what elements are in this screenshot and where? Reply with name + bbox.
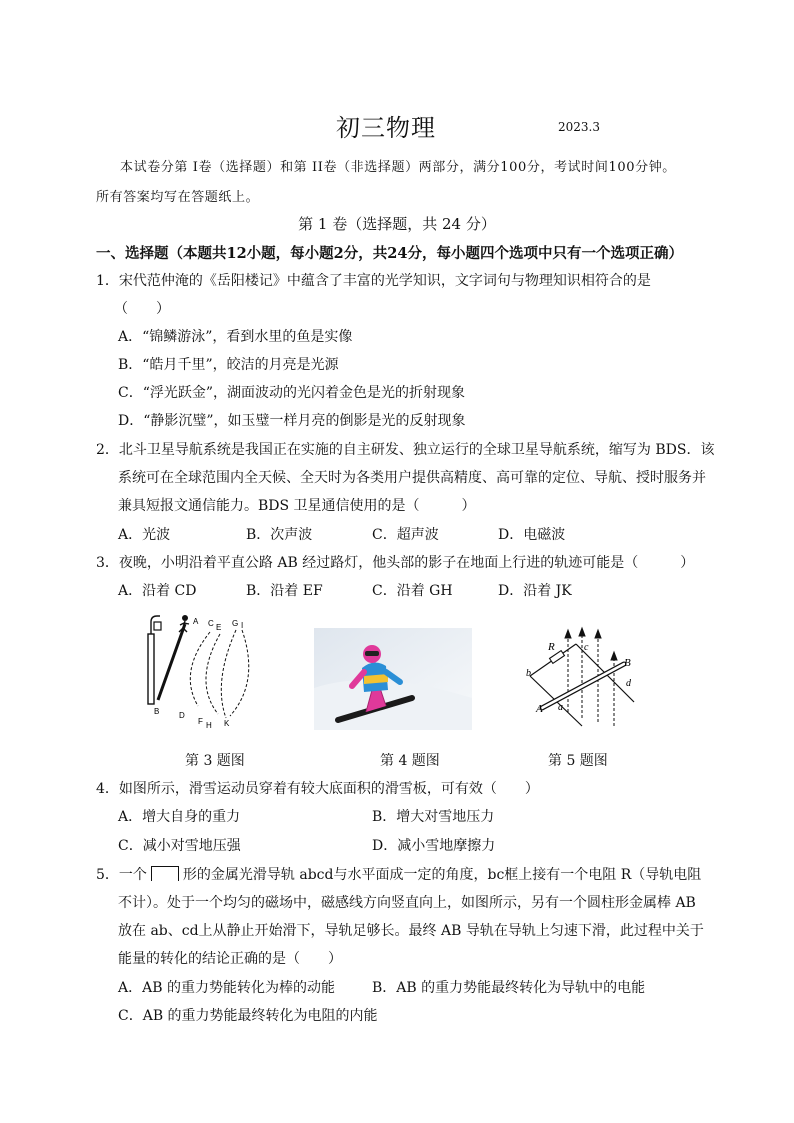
fig5-label: A bbox=[536, 703, 543, 715]
trajectory-jk bbox=[230, 630, 249, 716]
q2-line-3: 兼具短报文通信能力。BDS 卫星通信使用的是（ ） bbox=[118, 498, 476, 514]
trajectory-ef bbox=[206, 634, 220, 714]
q1-stem: 1．宋代范仲淹的《岳阳楼记》中蕴含了丰富的光学知识，文字词句与物理知识相符合的是 bbox=[96, 273, 651, 289]
figure-5-caption: 第 5 题图 bbox=[548, 753, 608, 769]
figure-3-diagram bbox=[138, 612, 268, 734]
q2-option-a: A．光波 bbox=[118, 527, 171, 543]
fig3-label: G bbox=[232, 619, 239, 628]
q3-option-a: A．沿着 CD bbox=[118, 583, 197, 599]
lamp-arm bbox=[151, 616, 160, 634]
fig3-label: A bbox=[193, 617, 199, 626]
q5-option-c: C．AB 的重力势能最终转化为电阻的内能 bbox=[118, 1008, 378, 1024]
q5-line-3: 放在 ab、cd上从静止开始滑下，导轨足够长。最终 AB 导轨在导轨上匀速下滑，此过程中关于 bbox=[118, 923, 704, 939]
q4-option-a: A．增大自身的重力 bbox=[118, 809, 241, 825]
fig3-label: H bbox=[206, 721, 212, 730]
q1-option-b: B．“皓月千里”，皎洁的月亮是光源 bbox=[118, 357, 339, 373]
fig3-label: E bbox=[216, 623, 222, 632]
q1-answer-paren: （ ） bbox=[114, 301, 170, 317]
person-head bbox=[182, 615, 188, 621]
road-ab bbox=[158, 624, 185, 700]
fig5-label: B bbox=[624, 657, 631, 669]
rod-ab-highlight bbox=[542, 664, 624, 708]
q5-line-4: 能量的转化的结论正确的是（ ） bbox=[118, 951, 342, 967]
lamp-head bbox=[154, 622, 161, 630]
intro-line-1: 本试卷分第 I卷（选择题）和第 II卷（非选择题）两部分，满分100分，考试时间100分钟。 bbox=[120, 160, 676, 175]
figure-5-diagram bbox=[514, 622, 652, 732]
q5-line-1-post: 形的金属光滑导轨 abcd与水平面成一定的角度，bc框上接有一个电阻 R（导轨电阻 bbox=[182, 867, 702, 883]
figure-3-caption: 第 3 题图 bbox=[185, 753, 245, 769]
q3-stem: 3．夜晚，小明沿着平直公路 AB 经过路灯，他头部的影子在地面上行进的轨迹可能是（ ） bbox=[96, 555, 695, 571]
lamp-post bbox=[148, 634, 154, 704]
rail-shape-symbol bbox=[151, 866, 179, 881]
q3-option-c: C．沿着 GH bbox=[372, 583, 453, 599]
fig5-label: c bbox=[584, 642, 589, 653]
q3-option-d: D．沿着 JK bbox=[498, 583, 572, 599]
rider-goggles bbox=[365, 651, 379, 656]
volume-title: 第 1 卷（选择题，共 24 分） bbox=[298, 215, 496, 233]
figure-4-snowboarder-photo bbox=[314, 628, 472, 730]
q2-option-d: D．电磁波 bbox=[498, 527, 566, 543]
q3-option-b: B．沿着 EF bbox=[246, 583, 323, 599]
q2-line-2: 系统可在全球范围内全天候、全天时为各类用户提供高精度、高可靠的定位、导航、授时服务并 bbox=[118, 470, 706, 486]
trajectory-gh bbox=[221, 630, 236, 718]
q1-option-d: D．“静影沉璧”，如玉璧一样月亮的倒影是光的反射现象 bbox=[118, 413, 466, 429]
q1-option-c: C．“浮光跃金”，湖面波动的光闪着金色是光的折射现象 bbox=[118, 385, 466, 401]
q2-option-b: B．次声波 bbox=[246, 527, 313, 543]
q5-line-1-pre: 5．一个 bbox=[96, 867, 147, 883]
exam-date: 2023.3 bbox=[558, 120, 600, 134]
fig3-label: F bbox=[198, 717, 203, 726]
q4-option-b: B．增大对雪地压力 bbox=[372, 809, 495, 825]
fig3-label: K bbox=[224, 719, 230, 728]
figure-4-caption: 第 4 题图 bbox=[380, 753, 440, 769]
section-title: 一、选择题（本题共12小题，每小题2分，共24分，每小题四个选项中只有一个选项正确） bbox=[96, 245, 683, 262]
q5-line-1 bbox=[96, 864, 701, 884]
fig5-label: R bbox=[548, 641, 555, 653]
fig5-label: b bbox=[526, 668, 531, 679]
fig3-label: D bbox=[179, 711, 185, 720]
fig3-label: B bbox=[154, 707, 160, 716]
fig5-label: a bbox=[558, 702, 563, 713]
fig3-label: C bbox=[208, 619, 214, 628]
fig5-label: d bbox=[626, 678, 631, 689]
q1-option-a: A．“锦鳞游泳”，看到水里的鱼是实像 bbox=[118, 329, 353, 345]
q4-option-c: C．减小对雪地压强 bbox=[118, 838, 241, 854]
q4-stem: 4．如图所示，滑雪运动员穿着有较大底面积的滑雪板，可有效（ ） bbox=[96, 781, 539, 797]
q2-line-1: 2．北斗卫星导航系统是我国正在实施的自主研发、独立运行的全球卫星导航系统，缩写为 BDS．该 bbox=[96, 442, 715, 458]
q5-option-a: A．AB 的重力势能转化为棒的动能 bbox=[118, 980, 335, 996]
q5-option-b: B．AB 的重力势能最终转化为导轨中的电能 bbox=[372, 980, 646, 996]
intro-line-2: 所有答案均写在答题纸上。 bbox=[96, 190, 260, 205]
q2-option-c: C．超声波 bbox=[372, 527, 439, 543]
page-title: 初三物理 bbox=[336, 114, 436, 142]
q4-option-d: D．减小雪地摩擦力 bbox=[372, 838, 496, 854]
fig3-label: I bbox=[241, 621, 244, 630]
q5-line-2: 不计）。处于一个均匀的磁场中，磁感线方向竖直向上，如图所示，另有一个圆柱形金属棒 AB bbox=[118, 895, 696, 911]
